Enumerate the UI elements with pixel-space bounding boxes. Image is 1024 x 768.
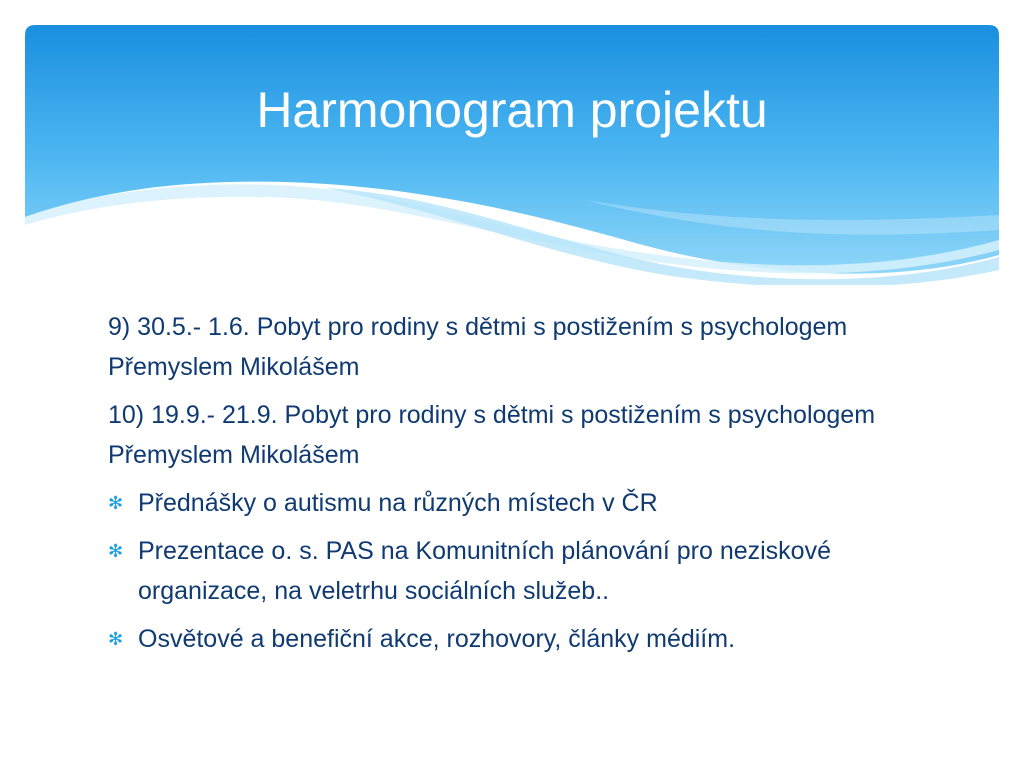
slide-title: Harmonogram projektu: [256, 82, 768, 138]
asterisk-icon: ✻: [108, 493, 124, 513]
wave-banner-graphic: [25, 25, 999, 285]
bullet-item-presentation: [108, 531, 938, 611]
slide-content: [108, 307, 938, 667]
bullet-item-events: [108, 619, 938, 659]
bullet-item-lectures: [108, 483, 938, 523]
bullet-text: Přednášky o autismu na různých místech v ČR: [138, 489, 658, 517]
asterisk-icon: ✻: [108, 629, 124, 649]
bullet-text: Osvětové a benefiční akce, rozhovory, články médiím.: [138, 625, 736, 653]
schedule-item-10: 10) 19.9.- 21.9. Pobyt pro rodiny s dětmi s postižením s psychologem Přemyslem Mikolášem: [108, 401, 876, 469]
bullet-list: [108, 483, 938, 659]
bullet-text: Prezentace o. s. PAS na Komunitních plánování pro neziskové organizace, na veletrhu sociálních služeb..: [138, 537, 831, 605]
title-banner: [25, 25, 999, 285]
asterisk-icon: ✻: [108, 541, 124, 561]
schedule-item-9: 9) 30.5.- 1.6. Pobyt pro rodiny s dětmi s postižením s psychologem Přemyslem Mikolášem: [108, 313, 848, 381]
